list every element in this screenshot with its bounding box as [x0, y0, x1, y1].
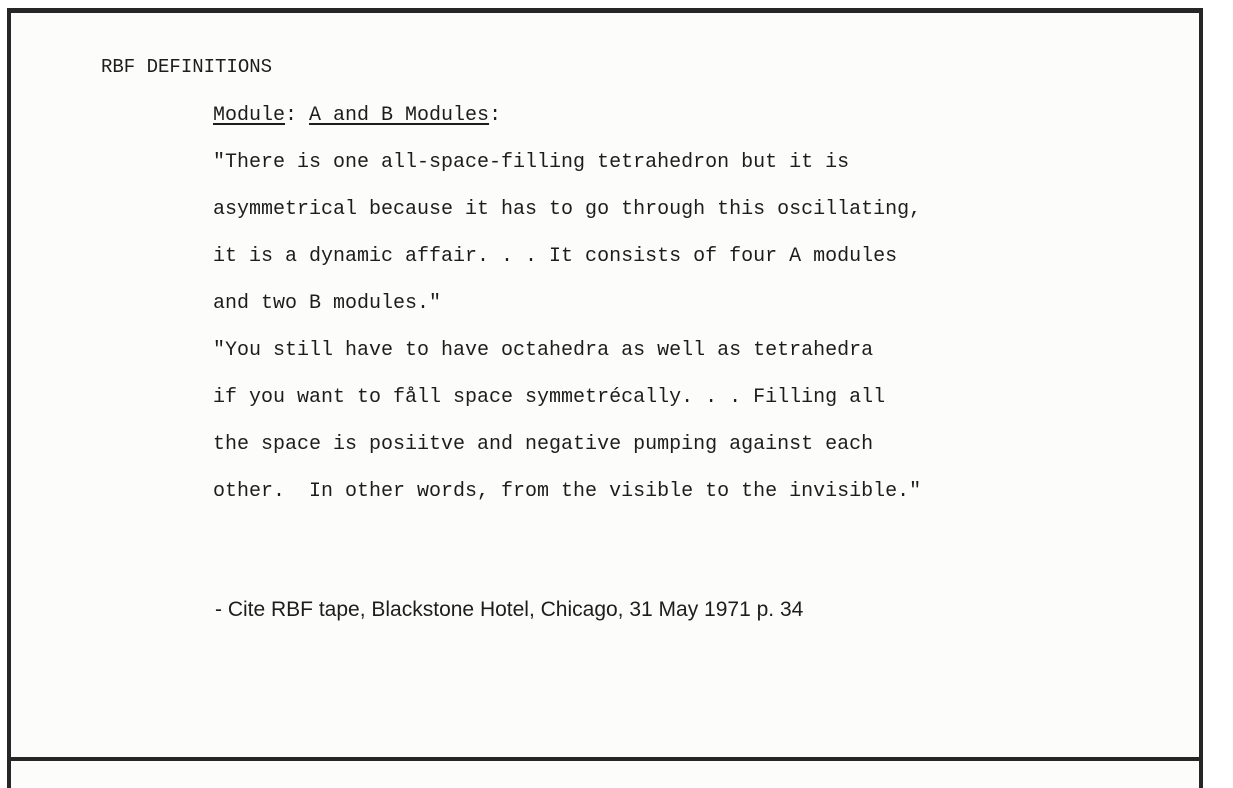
- definition-heading: [213, 104, 501, 127]
- quote-line: "You still have to have octahedra as well as tetrahedra: [213, 339, 874, 362]
- heading-separator: :: [285, 104, 310, 127]
- document-header: RBF DEFINITIONS: [101, 56, 273, 78]
- quote-line: it is a dynamic affair. . . It consists of four A modules: [213, 245, 898, 268]
- quote-line: the space is posiitve and negative pumping against each: [213, 433, 874, 456]
- quote-line: and two B modules.": [213, 292, 442, 315]
- heading-term: Module: [213, 104, 286, 127]
- heading-suffix: :: [489, 104, 502, 127]
- heading-subterm: A and B Modules: [309, 104, 490, 127]
- quote-line: "There is one all-space-filling tetrahedron but it is: [213, 151, 850, 174]
- quote-line: other. In other words, from the visible to the invisible.": [213, 480, 922, 503]
- quote-line: asymmetrical because it has to go through this oscillating,: [213, 198, 922, 221]
- card-bottom-border: [7, 757, 1203, 761]
- citation: - Cite RBF tape, Blackstone Hotel, Chicago, 31 May 1971 p. 34: [215, 598, 804, 621]
- quote-line: if you want to fåll space symmetrécally. . . Filling all: [213, 386, 886, 409]
